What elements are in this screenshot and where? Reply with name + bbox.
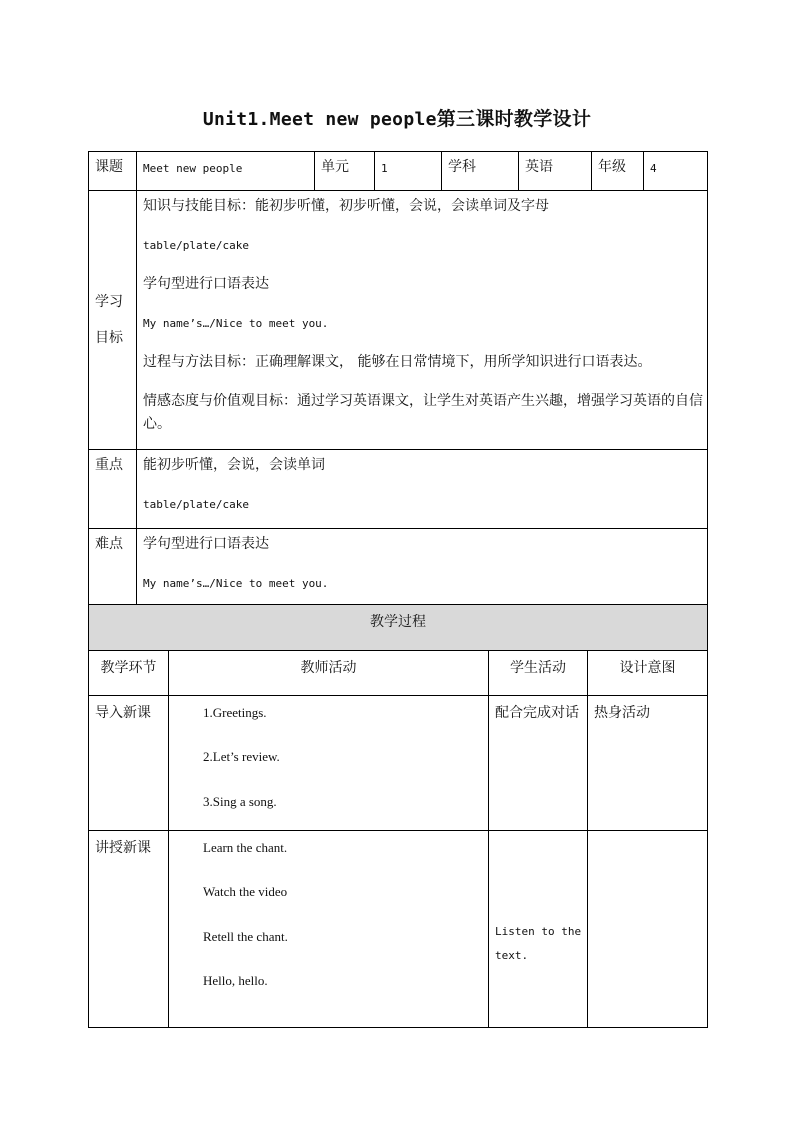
objective-line: My name’s…/Nice to meet you. xyxy=(143,317,329,330)
table-row xyxy=(89,831,708,1028)
unit-label: 单元 xyxy=(315,152,375,191)
column-header-student: 学生活动 xyxy=(489,651,588,696)
key-points-label: 重点 xyxy=(89,450,137,529)
subject-label: 学科 xyxy=(442,152,519,191)
teacher-activity-line: 3.Sing a song. xyxy=(203,794,277,809)
key-point-line: table/plate/cake xyxy=(143,498,249,511)
title-chinese: 第三课时教学设计 xyxy=(436,108,592,130)
key-point-line: 能初步听懂，会说，会读单词 xyxy=(143,457,325,473)
document-title xyxy=(0,104,794,131)
teacher-activity-line: Learn the chant. xyxy=(203,840,288,855)
teaching-process-table xyxy=(88,604,708,1028)
topic-label: 课题 xyxy=(89,152,137,191)
intent-cell: 热身活动 xyxy=(588,696,708,831)
topic-value: Meet new people xyxy=(137,152,315,191)
stage-cell: 导入新课 xyxy=(89,696,169,831)
grade-value: 4 xyxy=(644,152,708,191)
teacher-activity-cell xyxy=(169,696,489,831)
student-activity-line: Listen to the xyxy=(495,925,582,938)
objective-line: 学句型进行口语表达 xyxy=(143,276,269,292)
column-header-intent: 设计意图 xyxy=(588,651,708,696)
teacher-activity-line: Hello, hello. xyxy=(203,973,268,988)
teacher-activity-cell xyxy=(169,831,489,1028)
objective-line: 情感态度与价值观目标：通过学习英语课文，让学生对英语产生兴趣，增强学习英语的自信 xyxy=(143,393,703,409)
column-header-stage: 教学环节 xyxy=(89,651,169,696)
teacher-activity-line: Retell the chant. xyxy=(203,929,288,944)
teacher-activity-line: 2.Let’s review. xyxy=(203,749,280,764)
process-header: 教学过程 xyxy=(89,605,708,651)
objectives-label xyxy=(89,191,137,450)
grade-label: 年级 xyxy=(592,152,644,191)
difficulties-content xyxy=(137,529,708,608)
table-row xyxy=(89,696,708,831)
objective-line: 知识与技能目标：能初步听懂，初步听懂，会说，会读单词及字母 xyxy=(143,198,549,214)
objectives-label-line2: 目标 xyxy=(95,330,123,346)
difficulties-label: 难点 xyxy=(89,529,137,608)
unit-value: 1 xyxy=(375,152,442,191)
teacher-activity-line: Watch the video xyxy=(203,884,288,899)
stage-cell: 讲授新课 xyxy=(89,831,169,1028)
objective-line: table/plate/cake xyxy=(143,239,249,252)
title-english: Unit1.Meet new people xyxy=(202,109,437,130)
key-points-content xyxy=(137,450,708,529)
lesson-info-table xyxy=(88,151,708,608)
teacher-activity-line: 1.Greetings. xyxy=(203,705,267,720)
difficulty-line: My name’s…/Nice to meet you. xyxy=(143,577,329,590)
objectives-content xyxy=(137,191,708,450)
student-activity-cell: 配合完成对话 xyxy=(489,696,588,831)
objective-line: 心。 xyxy=(143,416,171,432)
difficulty-line: 学句型进行口语表达 xyxy=(143,536,269,552)
objective-line: 过程与方法目标：正确理解课文， 能够在日常情境下，用所学知识进行口语表达。 xyxy=(143,354,652,370)
column-header-teacher: 教师活动 xyxy=(169,651,489,696)
objectives-label-line1: 学习 xyxy=(95,294,123,310)
intent-cell xyxy=(588,831,708,1028)
student-activity-cell xyxy=(489,831,588,1028)
subject-value: 英语 xyxy=(519,152,592,191)
student-activity-line: text. xyxy=(495,949,529,962)
